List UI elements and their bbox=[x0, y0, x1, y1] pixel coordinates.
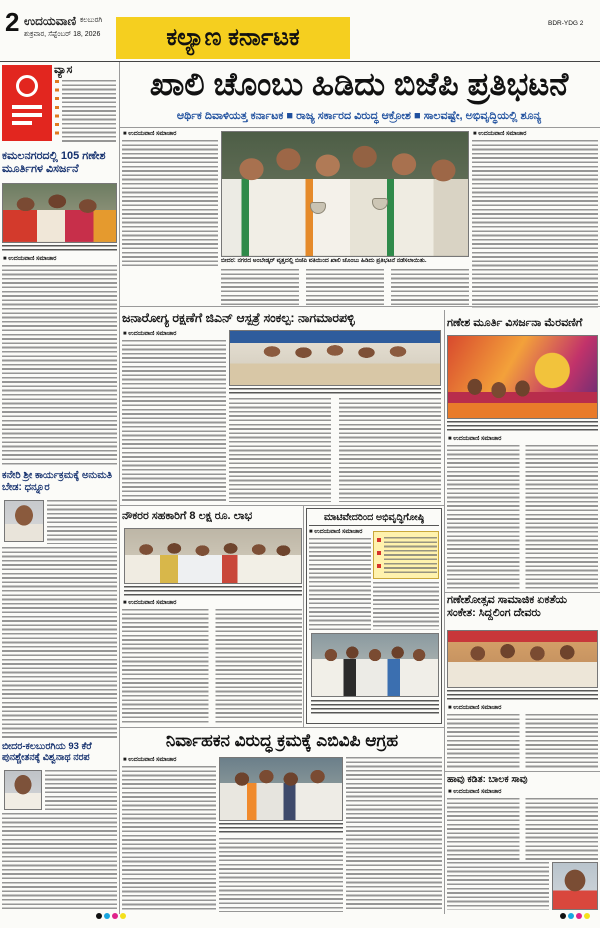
lead-subhead: ಆರ್ಥಿಕ ದಿವಾಳಿಯತ್ತ ಕರ್ನಾಟಕ ■ ರಾಜ್ಯ ಸರ್ಕಾರದ ವಿರುದ್ಧ ಆಕ್ರೋಶ ■ ಸಾಲವಷ್ಟೇ, ಅಭಿವೃದ್ಧಿಯಲ್ಲಿ ಶೂನ್ಯ bbox=[176, 110, 542, 122]
logo-bar-icon bbox=[12, 121, 32, 125]
highlight-points-text bbox=[384, 537, 437, 575]
protest-vessel-icon bbox=[310, 202, 326, 214]
article-body-text bbox=[45, 770, 117, 810]
boxed-story bbox=[306, 508, 442, 724]
story-headline: ನೌಕರರ ಸಹಕಾರಿಗೆ 8 ಲಕ್ಷ ರೂ. ಲಾಭ bbox=[122, 510, 253, 522]
column-rule bbox=[444, 310, 445, 914]
story-headline: ಜನಾರೋಗ್ಯ ರಕ್ಷಣೆಗೆ ಜಿಎನ್ ಆಸ್ಪತ್ರೆ ಸಂಕಲ್ಪ: ನಾಗಮಾರಪಳ್ಳಿ bbox=[122, 311, 355, 325]
story-headline: ಗಣೇಶೋತ್ಸವ ಸಾಮಾಜಿಕ ಏಕತೆಯ ಸಂಕೇತ: ಸಿದ್ದಲಿಂಗ ದೇವರು bbox=[447, 594, 567, 619]
photo-caption bbox=[219, 823, 343, 835]
byline: ■ ಉದಯವಾಣಿ ಸಮಾಚಾರ bbox=[123, 757, 177, 763]
portrait-photo bbox=[4, 770, 42, 810]
article-body-text bbox=[122, 340, 226, 502]
lead-photo-caption: ಬೀದರ: ನಗರದ ಅಂಬೇಡ್ಕರ್ ವೃತ್ತದಲ್ಲಿ ಬಿಜೆಪಿ ವತಿಯಿಂದ ಖಾಲಿ ಚೊಂಬು ಹಿಡಿದು ಪ್ರತಿಭಟನೆ ನಡೆಸಲಾಯಿತು. bbox=[221, 258, 427, 264]
lead-headline: ಖಾಲಿ ಚೊಂಬು ಹಿಡಿದು ಬಿಜೆಪಿ ಪ್ರತಿಭಟನೆ bbox=[149, 66, 569, 102]
photo-caption bbox=[124, 586, 302, 598]
protest-vessel-icon bbox=[372, 198, 388, 210]
article-body-text bbox=[447, 798, 598, 860]
highlight-points-box bbox=[373, 531, 439, 579]
section-rule bbox=[120, 306, 600, 307]
sidebar-headline: ಕನೇರಿ ಶ್ರೀ ಕಾರ್ಯಕ್ರಮಕ್ಕೆ ಅನುಮತಿ ಬೇಡ: ಧನ್ನೂರ bbox=[2, 470, 113, 493]
byline: ■ ಉದಯವಾಣಿ ಸಮಾಚಾರ bbox=[448, 705, 502, 711]
portrait-photo bbox=[4, 500, 44, 542]
registration-mark-icon bbox=[568, 913, 574, 919]
article-body-text bbox=[2, 547, 117, 739]
section-rule bbox=[445, 592, 600, 593]
brand-logo-box bbox=[2, 65, 52, 141]
sidebar-headline: ಬೀದರ-ಕಲಬುರಗಿಯ 93 ಕೆರೆ ಪುನಶ್ಚೇತನಕ್ಕೆ ವಿಶ್ವನಾಥ ನರಪ bbox=[2, 742, 92, 763]
article-body-text bbox=[373, 582, 439, 630]
photo-caption bbox=[447, 421, 598, 433]
registration-mark-icon bbox=[576, 913, 582, 919]
article-body-text bbox=[47, 500, 117, 544]
story-photo bbox=[229, 330, 441, 386]
lead-photo bbox=[221, 131, 469, 257]
story-headline: ನಿರ್ವಾಹಕನ ವಿರುದ್ಧ ಕ್ರಮಕ್ಕೆ ಎಬಿವಿಪಿ ಆಗ್ರಹ bbox=[165, 731, 399, 750]
lead-rule bbox=[120, 127, 600, 128]
highlights-list bbox=[62, 80, 116, 142]
article-body-text bbox=[221, 269, 469, 305]
section-banner bbox=[116, 17, 350, 59]
byline: ■ ಉದಯವಾಣಿ ಸಮಾಚಾರ bbox=[448, 436, 502, 442]
story-photo bbox=[311, 633, 439, 697]
byline: ■ ಉದಯವಾಣಿ ಸಮಾಚಾರ bbox=[123, 331, 177, 337]
registration-mark-icon bbox=[584, 913, 590, 919]
article-body-text bbox=[309, 538, 371, 630]
story-photo bbox=[447, 630, 598, 688]
byline: ■ ಉದಯವಾಣಿ ಸಮಾಚಾರ bbox=[473, 131, 527, 137]
byline: ■ ಉದಯವಾಣಿ ಸಮಾಚಾರ bbox=[3, 256, 57, 262]
section-rule bbox=[120, 727, 444, 728]
byline: ■ ಉದಯವಾಣಿ ಸಮಾಚಾರ bbox=[123, 600, 177, 606]
article-body-text bbox=[122, 766, 216, 912]
story-headline: ಗಣೇಶ ಮೂರ್ತಿ ವಿಸರ್ಜನಾ ಮೆರವಣಿಗೆ bbox=[447, 317, 583, 329]
page-code: BDR-YDG 2 bbox=[548, 20, 584, 27]
column-rule bbox=[119, 62, 120, 914]
article-body-text bbox=[2, 813, 117, 909]
section-title: ಕಲ್ಯಾಣ ಕರ್ನಾಟಕ bbox=[166, 24, 300, 51]
portrait-photo bbox=[552, 862, 598, 910]
story-photo bbox=[447, 335, 598, 419]
article-body-text bbox=[472, 140, 598, 308]
page-number: 2 bbox=[5, 7, 20, 37]
article-body-text bbox=[219, 838, 343, 912]
registration-mark-icon bbox=[96, 913, 102, 919]
bullet-icon bbox=[55, 80, 59, 140]
article-body-text bbox=[229, 398, 441, 502]
registration-mark-icon bbox=[104, 913, 110, 919]
story-headline: ಹಾವು ಕಡಿತ: ಬಾಲಕ ಸಾವು bbox=[447, 774, 528, 785]
column-rule bbox=[303, 505, 304, 727]
article-body-text bbox=[122, 140, 218, 266]
article-body-text bbox=[447, 445, 598, 591]
byline: ■ ಉದಯವಾಣಿ ಸಮಾಚಾರ bbox=[448, 789, 502, 795]
photo-caption bbox=[311, 700, 439, 716]
registration-mark-icon bbox=[560, 913, 566, 919]
registration-mark-icon bbox=[120, 913, 126, 919]
photo-caption bbox=[447, 690, 598, 702]
article-body-text bbox=[346, 757, 442, 912]
byline: ■ ಉದಯವಾಣಿ ಸಮಾಚಾರ bbox=[309, 529, 363, 535]
story-photo bbox=[219, 757, 343, 821]
story-headline: ಮಾಟಿವೇದರಿಂದ ಅಭಿವೃದ್ಧಿಗೋಷ್ಠಿ bbox=[309, 510, 439, 526]
logo-bar-icon bbox=[12, 113, 42, 117]
article-body-text bbox=[122, 609, 302, 725]
issue-date: ಶುಕ್ರವಾರ, ಸೆಪ್ಟೆಂಬರ್ 18, 2026 bbox=[24, 31, 101, 38]
logo-bar-icon bbox=[12, 105, 42, 109]
article-body-text bbox=[447, 714, 598, 770]
edition-name: ಕಲಬುರಗಿ bbox=[80, 17, 103, 24]
photo-caption bbox=[229, 388, 441, 396]
masthead: ಉದಯವಾಣಿ bbox=[24, 14, 77, 28]
sidebar-photo bbox=[2, 183, 117, 243]
section-rule bbox=[120, 505, 444, 506]
photo-caption bbox=[2, 245, 117, 253]
highlights-box bbox=[54, 64, 117, 144]
story-photo bbox=[124, 528, 302, 584]
byline: ■ ಉದಯವಾಣಿ ಸಮಾಚಾರ bbox=[123, 131, 177, 137]
sidebar-headline: ಕಮಲನಗರದಲ್ಲಿ 105 ಗಣೇಶ ಮೂರ್ತಿಗಳ ವಿಸರ್ಜನೆ bbox=[2, 150, 106, 175]
bullet-icon bbox=[377, 538, 381, 574]
article-body-text bbox=[447, 862, 549, 910]
highlights-title: ವ್ಯಾಸ bbox=[54, 64, 73, 76]
registration-mark-icon bbox=[112, 913, 118, 919]
section-rule bbox=[445, 771, 600, 772]
article-body-text bbox=[2, 265, 117, 467]
logo-emblem-icon bbox=[16, 75, 38, 97]
